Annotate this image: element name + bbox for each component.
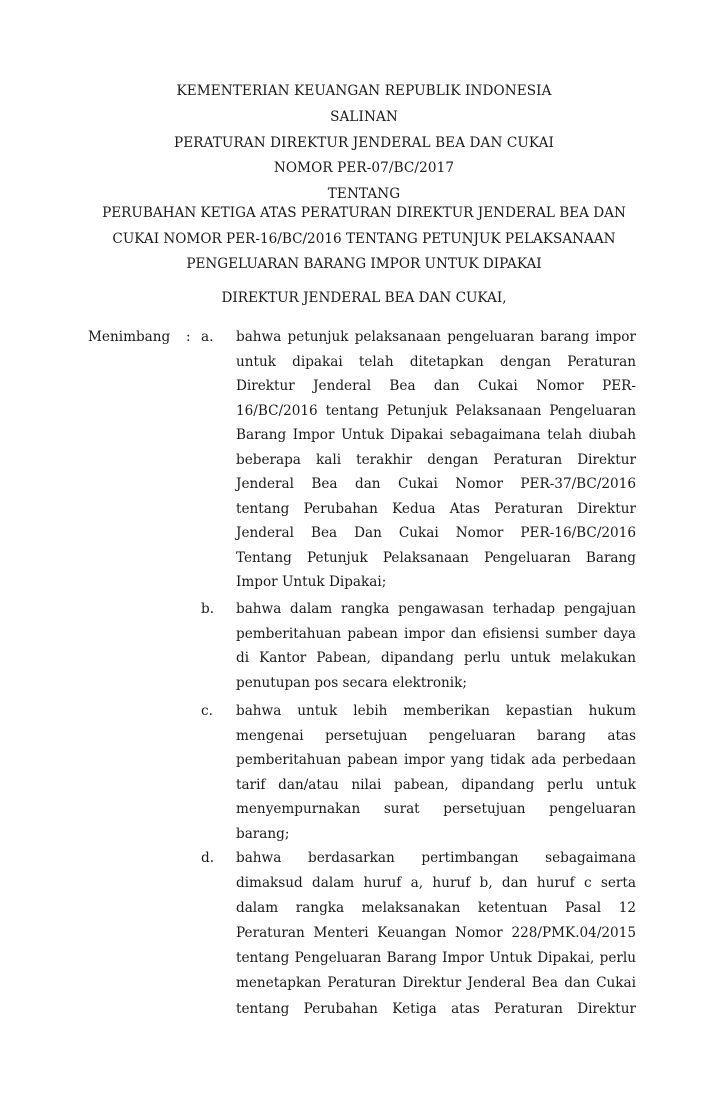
item-line: barang; [236,825,290,842]
item-line: bahwa petunjuk pelaksanaan pengeluaran barang impor [236,329,636,345]
item-line: tentang Perubahan Ketiga atas Peraturan Direktur [236,1000,636,1017]
section-colon: : [186,329,191,345]
item-line: pemberitahuan pabean impor yang tidak ada perbedaan [236,752,636,769]
item-line: bahwa dalam rangka pengawasan terhadap pengajuan [236,601,636,617]
director-heading: DIREKTUR JENDERAL BEA DAN CUKAI, [221,290,507,306]
item-letter: d. [201,850,215,866]
item-line: Peraturan Menteri Keuangan Nomor 228/PMK.04/2015 [236,925,636,942]
title-line: CUKAI NOMOR PER-16/BC/2016 TENTANG PETUNJUK PELAKSANAAN [112,230,616,247]
item-line: dalam rangka melaksanakan ketentuan Pasal 12 [236,900,636,917]
item-line: dimaksud dalam huruf a, huruf b, dan huruf c serta [236,875,636,892]
item-line: Direktur Jenderal Bea dan Cukai Nomor PER- [236,378,636,394]
item-line: Jenderal Bea dan Cukai Nomor PER-37/BC/2016 [236,476,636,492]
item-line: Impor Untuk Dipakai; [236,574,387,590]
item-line: di Kantor Pabean, dipandang perlu untuk melakukan [236,650,636,667]
item-line: tarif dan/atau nilai pabean, dipandang perlu untuk [236,776,636,793]
copy-label: SALINAN [330,108,398,125]
item-letter: a. [201,329,214,345]
about-label: TENTANG [327,186,401,203]
ministry-name: KEMENTERIAN KEUANGAN REPUBLIK INDONESIA [176,83,552,99]
title-line: PERUBAHAN KETIGA ATAS PERATURAN DIREKTUR JENDERAL BEA DAN [102,205,626,221]
item-body [236,846,636,1022]
item-line: Jenderal Bea Dan Cukai Nomor PER-16/BC/2016 [236,525,636,541]
item-body [236,597,636,695]
item-letter: b. [201,601,215,617]
item-line: tentang Perubahan Kedua Atas Peraturan Direktur [236,500,636,517]
item-body [236,325,636,595]
item-line: tentang Pengeluaran Barang Impor Untuk Dipakai, perlu [236,950,636,967]
item-body [236,699,636,847]
regulation-type: PERATURAN DIREKTUR JENDERAL BEA DAN CUKAI [173,134,555,151]
item-line: penutupan pos secara elektronik; [236,674,467,691]
item-line: Barang Impor Untuk Dipakai sebagaimana telah diubah [236,427,636,443]
item-line: menetapkan Peraturan Direktur Jenderal Bea dan Cukai [236,975,636,992]
document-header [60,79,668,208]
item-line: untuk dipakai telah ditetapkan dengan Peraturan [236,353,636,370]
item-line: pemberitahuan pabean impor dan efisiensi sumber daya [236,625,636,642]
item-letter: c. [201,703,213,719]
title-line: PENGELUARAN BARANG IMPOR UNTUK DIPAKAI [186,256,542,272]
item-line: menyempurnakan surat persetujuan pengeluaran [236,801,636,818]
item-line: 16/BC/2016 tentang Petunjuk Pelaksanaan Pengeluaran [236,402,636,419]
item-line: mengenai persetujuan pengeluaran barang atas [236,727,636,744]
item-line: Tentang Petunjuk Pelaksanaan Pengeluaran Barang [236,549,636,566]
item-line: bahwa berdasarkan pertimbangan sebagaimana [236,850,636,866]
regulation-title [60,201,668,278]
item-line: beberapa kali terakhir dengan Peraturan Direktur [236,451,636,468]
item-line: bahwa untuk lebih memberikan kepastian hukum [236,703,636,719]
regulation-number: NOMOR PER-07/BC/2017 [273,160,455,177]
section-label: Menimbang [88,329,171,345]
